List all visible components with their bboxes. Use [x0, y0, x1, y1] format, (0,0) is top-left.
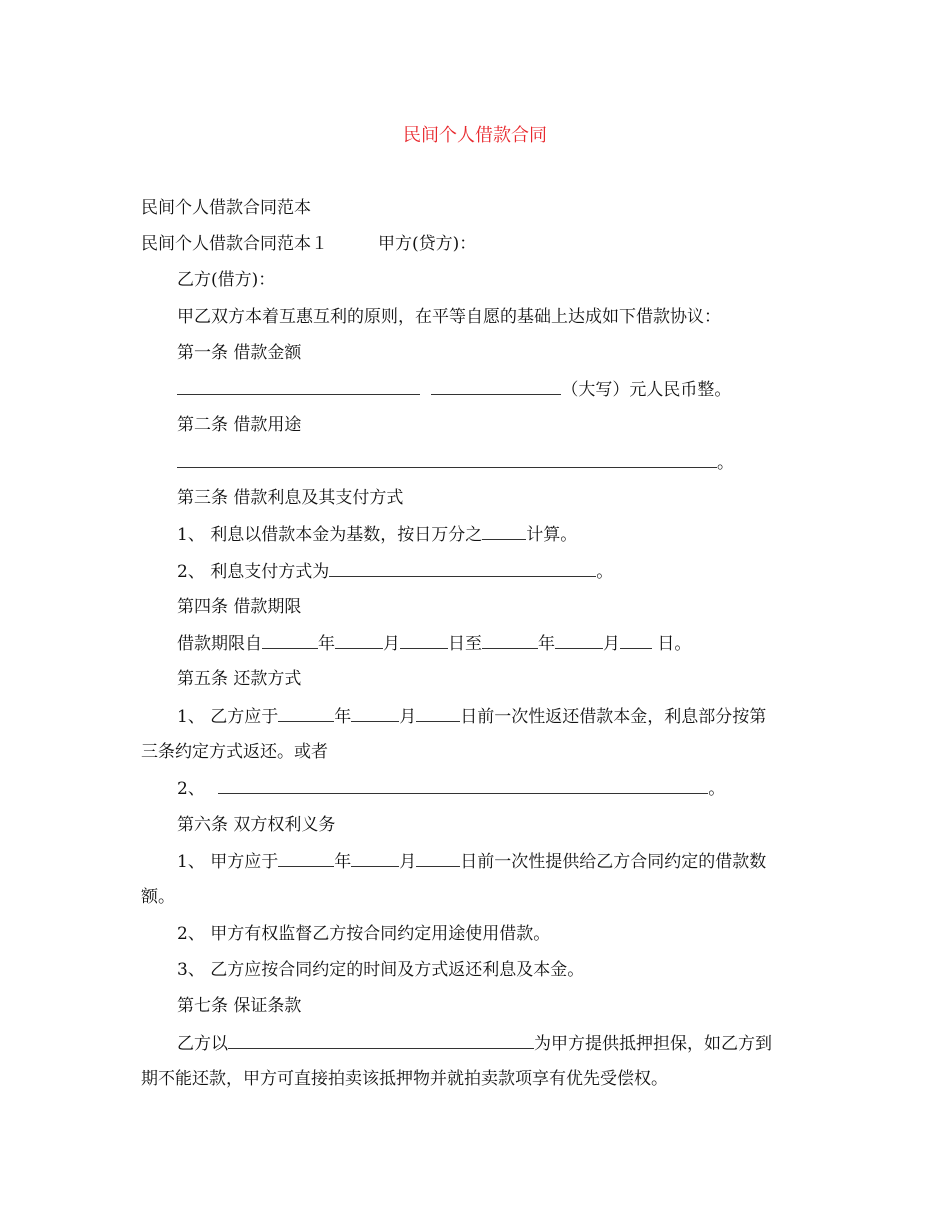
amount-suffix: （大写）元人民币整。: [561, 380, 732, 400]
article-5-item-1-cont: 三条约定方式返还。或者: [141, 742, 328, 762]
interest-rate-prefix: 1、 利息以借款本金为基数，按日万分之: [177, 525, 483, 545]
payment-method-prefix: 2、 利息支付方式为: [177, 562, 330, 582]
period-mark: 。: [717, 453, 734, 473]
provide-suffix: 日前一次性提供给乙方合同约定的借款数: [460, 852, 767, 872]
collateral-prefix: 乙方以: [177, 1034, 228, 1054]
provide-day-blank[interactable]: [416, 849, 460, 867]
article-6-title: 第六条 双方权利义务: [177, 815, 336, 835]
month-label: 月: [383, 634, 400, 654]
start-month-blank[interactable]: [335, 631, 383, 649]
start-year-blank[interactable]: [262, 631, 318, 649]
preamble: 甲乙双方本着互惠互利的原则，在平等自愿的基础上达成如下借款协议：: [177, 307, 721, 327]
repay-day-blank[interactable]: [416, 704, 460, 722]
provide-year-blank[interactable]: [278, 849, 334, 867]
repay-alt-blank[interactable]: [218, 776, 708, 794]
end-year-blank[interactable]: [482, 631, 538, 649]
party-a-label: 甲方(贷方)：: [378, 234, 477, 254]
repay-alt-prefix: 2、: [177, 779, 205, 799]
article-2-purpose-line: [177, 450, 734, 475]
article-4-title: 第四条 借款期限: [177, 597, 302, 617]
start-day-blank[interactable]: [400, 631, 448, 649]
article-6-item-3: 3、 乙方应按合同约定的时间及方式返还利息及本金。: [177, 960, 585, 980]
repay-prefix: 1、 乙方应于: [177, 707, 279, 727]
amount-uppercase-blank[interactable]: [431, 377, 561, 395]
subtitle: 民间个人借款合同范本: [141, 198, 311, 218]
article-7-body-cont: 期不能还款，甲方可直接拍卖该抵押物并就拍卖款项享有优先受偿权。: [141, 1069, 668, 1089]
article-3-item-1: [177, 522, 577, 547]
interest-rate-suffix: 计算。: [526, 525, 578, 545]
month-label: 月: [399, 852, 417, 872]
article-7-title: 第七条 保证条款: [177, 996, 302, 1016]
end-month-blank[interactable]: [555, 631, 603, 649]
document-title: 民间个人借款合同: [403, 125, 547, 146]
party-a-line: [141, 232, 476, 256]
article-3-item-2: [177, 559, 613, 584]
end-day-blank[interactable]: [620, 631, 652, 649]
article-6-item-1-cont: 额。: [141, 887, 175, 907]
collateral-blank[interactable]: [228, 1031, 534, 1049]
payment-method-blank[interactable]: [329, 559, 596, 577]
article-6-item-2: 2、 甲方有权监督乙方按合同约定用途使用借款。: [177, 924, 551, 944]
repay-month-blank[interactable]: [351, 704, 399, 722]
article-3-title: 第三条 借款利息及其支付方式: [177, 488, 404, 508]
provide-month-blank[interactable]: [351, 849, 399, 867]
version-label: 民间个人借款合同范本１: [141, 234, 328, 254]
year-label: 年: [318, 634, 335, 654]
article-2-title: 第二条 借款用途: [177, 415, 302, 435]
purpose-blank[interactable]: [177, 450, 717, 468]
period-mark: 。: [596, 562, 614, 582]
article-1-title: 第一条 借款金额: [177, 343, 302, 363]
period-mark: 。: [708, 779, 726, 799]
provide-prefix: 1、 甲方应于: [177, 852, 279, 872]
repay-suffix: 日前一次性返还借款本金，利息部分按第: [460, 707, 767, 727]
year-label: 年: [334, 852, 352, 872]
article-5-title: 第五条 还款方式: [177, 669, 302, 689]
day-to-label: 日至: [448, 634, 482, 654]
year-label: 年: [538, 634, 555, 654]
article-6-item-1: [177, 849, 766, 874]
article-1-amount-line: [177, 377, 731, 402]
day-end-label: 日。: [652, 634, 692, 654]
term-prefix: 借款期限自: [177, 634, 262, 654]
article-5-item-2: [177, 776, 725, 801]
collateral-suffix: 为甲方提供抵押担保，如乙方到: [534, 1034, 772, 1054]
article-5-item-1: [177, 704, 766, 729]
amount-blank[interactable]: [177, 377, 420, 395]
party-b-label: 乙方(借方)：: [177, 270, 276, 290]
month-label: 月: [603, 634, 620, 654]
article-7-body: [177, 1031, 772, 1056]
month-label: 月: [399, 707, 417, 727]
year-label: 年: [334, 707, 352, 727]
interest-rate-blank[interactable]: [482, 522, 526, 540]
repay-year-blank[interactable]: [278, 704, 334, 722]
article-4-term-line: [177, 631, 691, 656]
